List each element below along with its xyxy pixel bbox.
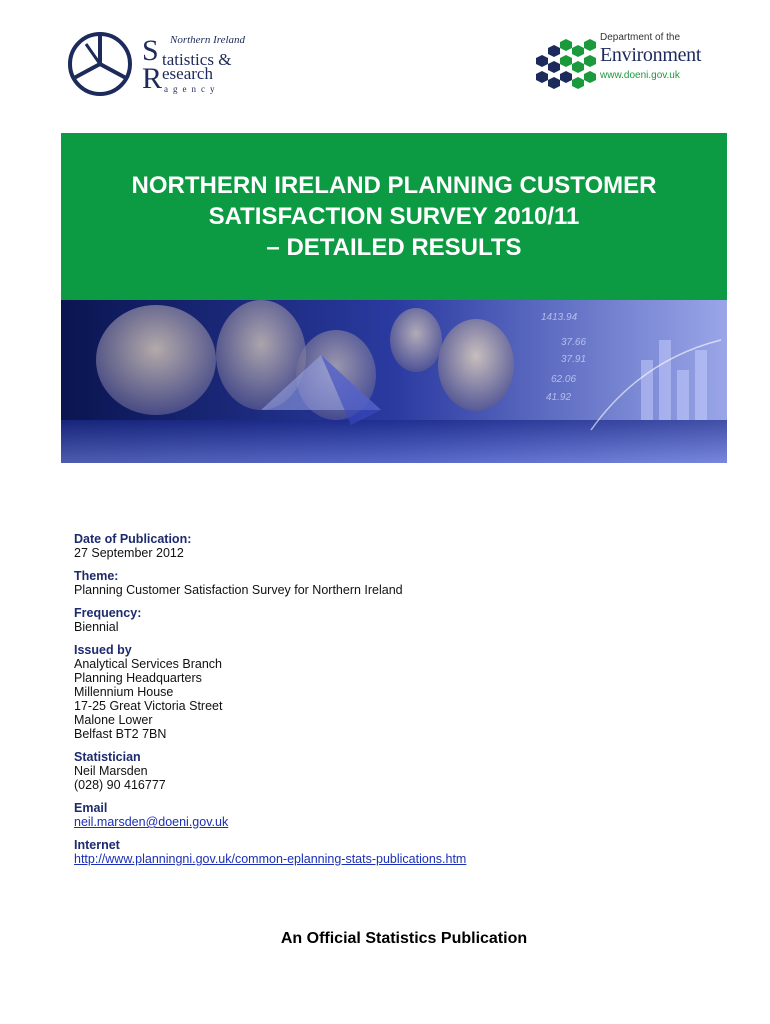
hexagon-cluster-icon xyxy=(536,34,598,90)
nisra-initial-s: S xyxy=(142,34,159,67)
issued-line: Belfast BT2 7BN xyxy=(74,727,167,741)
title-line: SATISFACTION SURVEY 2010/11 xyxy=(208,203,580,230)
title-band xyxy=(61,133,727,300)
nisra-northern-ireland: Northern Ireland xyxy=(170,34,246,46)
internet-link[interactable]: http://www.planningni.gov.uk/common-eplanning-stats-publications.htm xyxy=(74,852,467,866)
email-block xyxy=(74,801,714,829)
issued-line: Planning Headquarters xyxy=(74,671,202,685)
statistician-label: Statistician xyxy=(74,750,141,764)
nisra-emblem-icon xyxy=(66,30,138,98)
issued-line: 17-25 Great Victoria Street xyxy=(74,699,223,713)
doe-logo xyxy=(536,32,716,92)
email-link[interactable]: neil.marsden@doeni.gov.uk xyxy=(74,815,229,829)
frequency-block xyxy=(74,606,714,634)
nisra-logo xyxy=(66,30,256,100)
title-line: NORTHERN IRELAND PLANNING CUSTOMER xyxy=(131,172,657,199)
email-label: Email xyxy=(74,801,108,815)
statistician-name: Neil Marsden xyxy=(74,764,148,778)
official-statistics-heading: An Official Statistics Publication xyxy=(280,930,528,947)
nisra-research: esearch xyxy=(162,64,213,83)
nisra-agency: agency xyxy=(164,84,220,94)
doe-environment-text: Environment xyxy=(600,44,702,66)
frequency-label: Frequency: xyxy=(74,606,142,620)
date-value: 27 September 2012 xyxy=(74,546,184,560)
internet-block xyxy=(74,838,714,866)
statistician-block xyxy=(74,750,714,792)
issued-line: Malone Lower xyxy=(74,713,153,727)
date-block xyxy=(74,532,714,560)
theme-value: Planning Customer Satisfaction Survey for Northern Ireland xyxy=(74,583,403,597)
frequency-value: Biennial xyxy=(74,620,119,634)
hero-number: 1413.94 xyxy=(541,312,578,323)
hero-image xyxy=(61,300,727,463)
hero-illustration xyxy=(61,300,727,463)
title-line: – DETAILED RESULTS xyxy=(266,234,522,261)
hero-number: 37.66 xyxy=(561,337,587,348)
statistician-phone: (028) 90 416777 xyxy=(74,778,166,792)
doe-website-text: www.doeni.gov.uk xyxy=(600,70,680,81)
hero-number: 41.92 xyxy=(546,392,572,403)
hero-number: 37.91 xyxy=(561,354,587,365)
issued-block xyxy=(74,643,714,741)
date-label: Date of Publication: xyxy=(74,532,192,546)
theme-block xyxy=(74,569,714,597)
document-title xyxy=(132,170,657,263)
issued-line: Millennium House xyxy=(74,685,174,699)
issued-label: Issued by xyxy=(74,643,132,657)
theme-label: Theme: xyxy=(74,569,119,583)
internet-label: Internet xyxy=(74,838,120,852)
doe-department-text: Department of the xyxy=(600,32,681,43)
nisra-statistics: tatistics & xyxy=(162,50,232,69)
issued-line: Analytical Services Branch xyxy=(74,657,222,671)
hero-number: 62.06 xyxy=(551,374,577,385)
nisra-initial-r: R xyxy=(142,62,163,95)
publication-details xyxy=(74,532,714,875)
